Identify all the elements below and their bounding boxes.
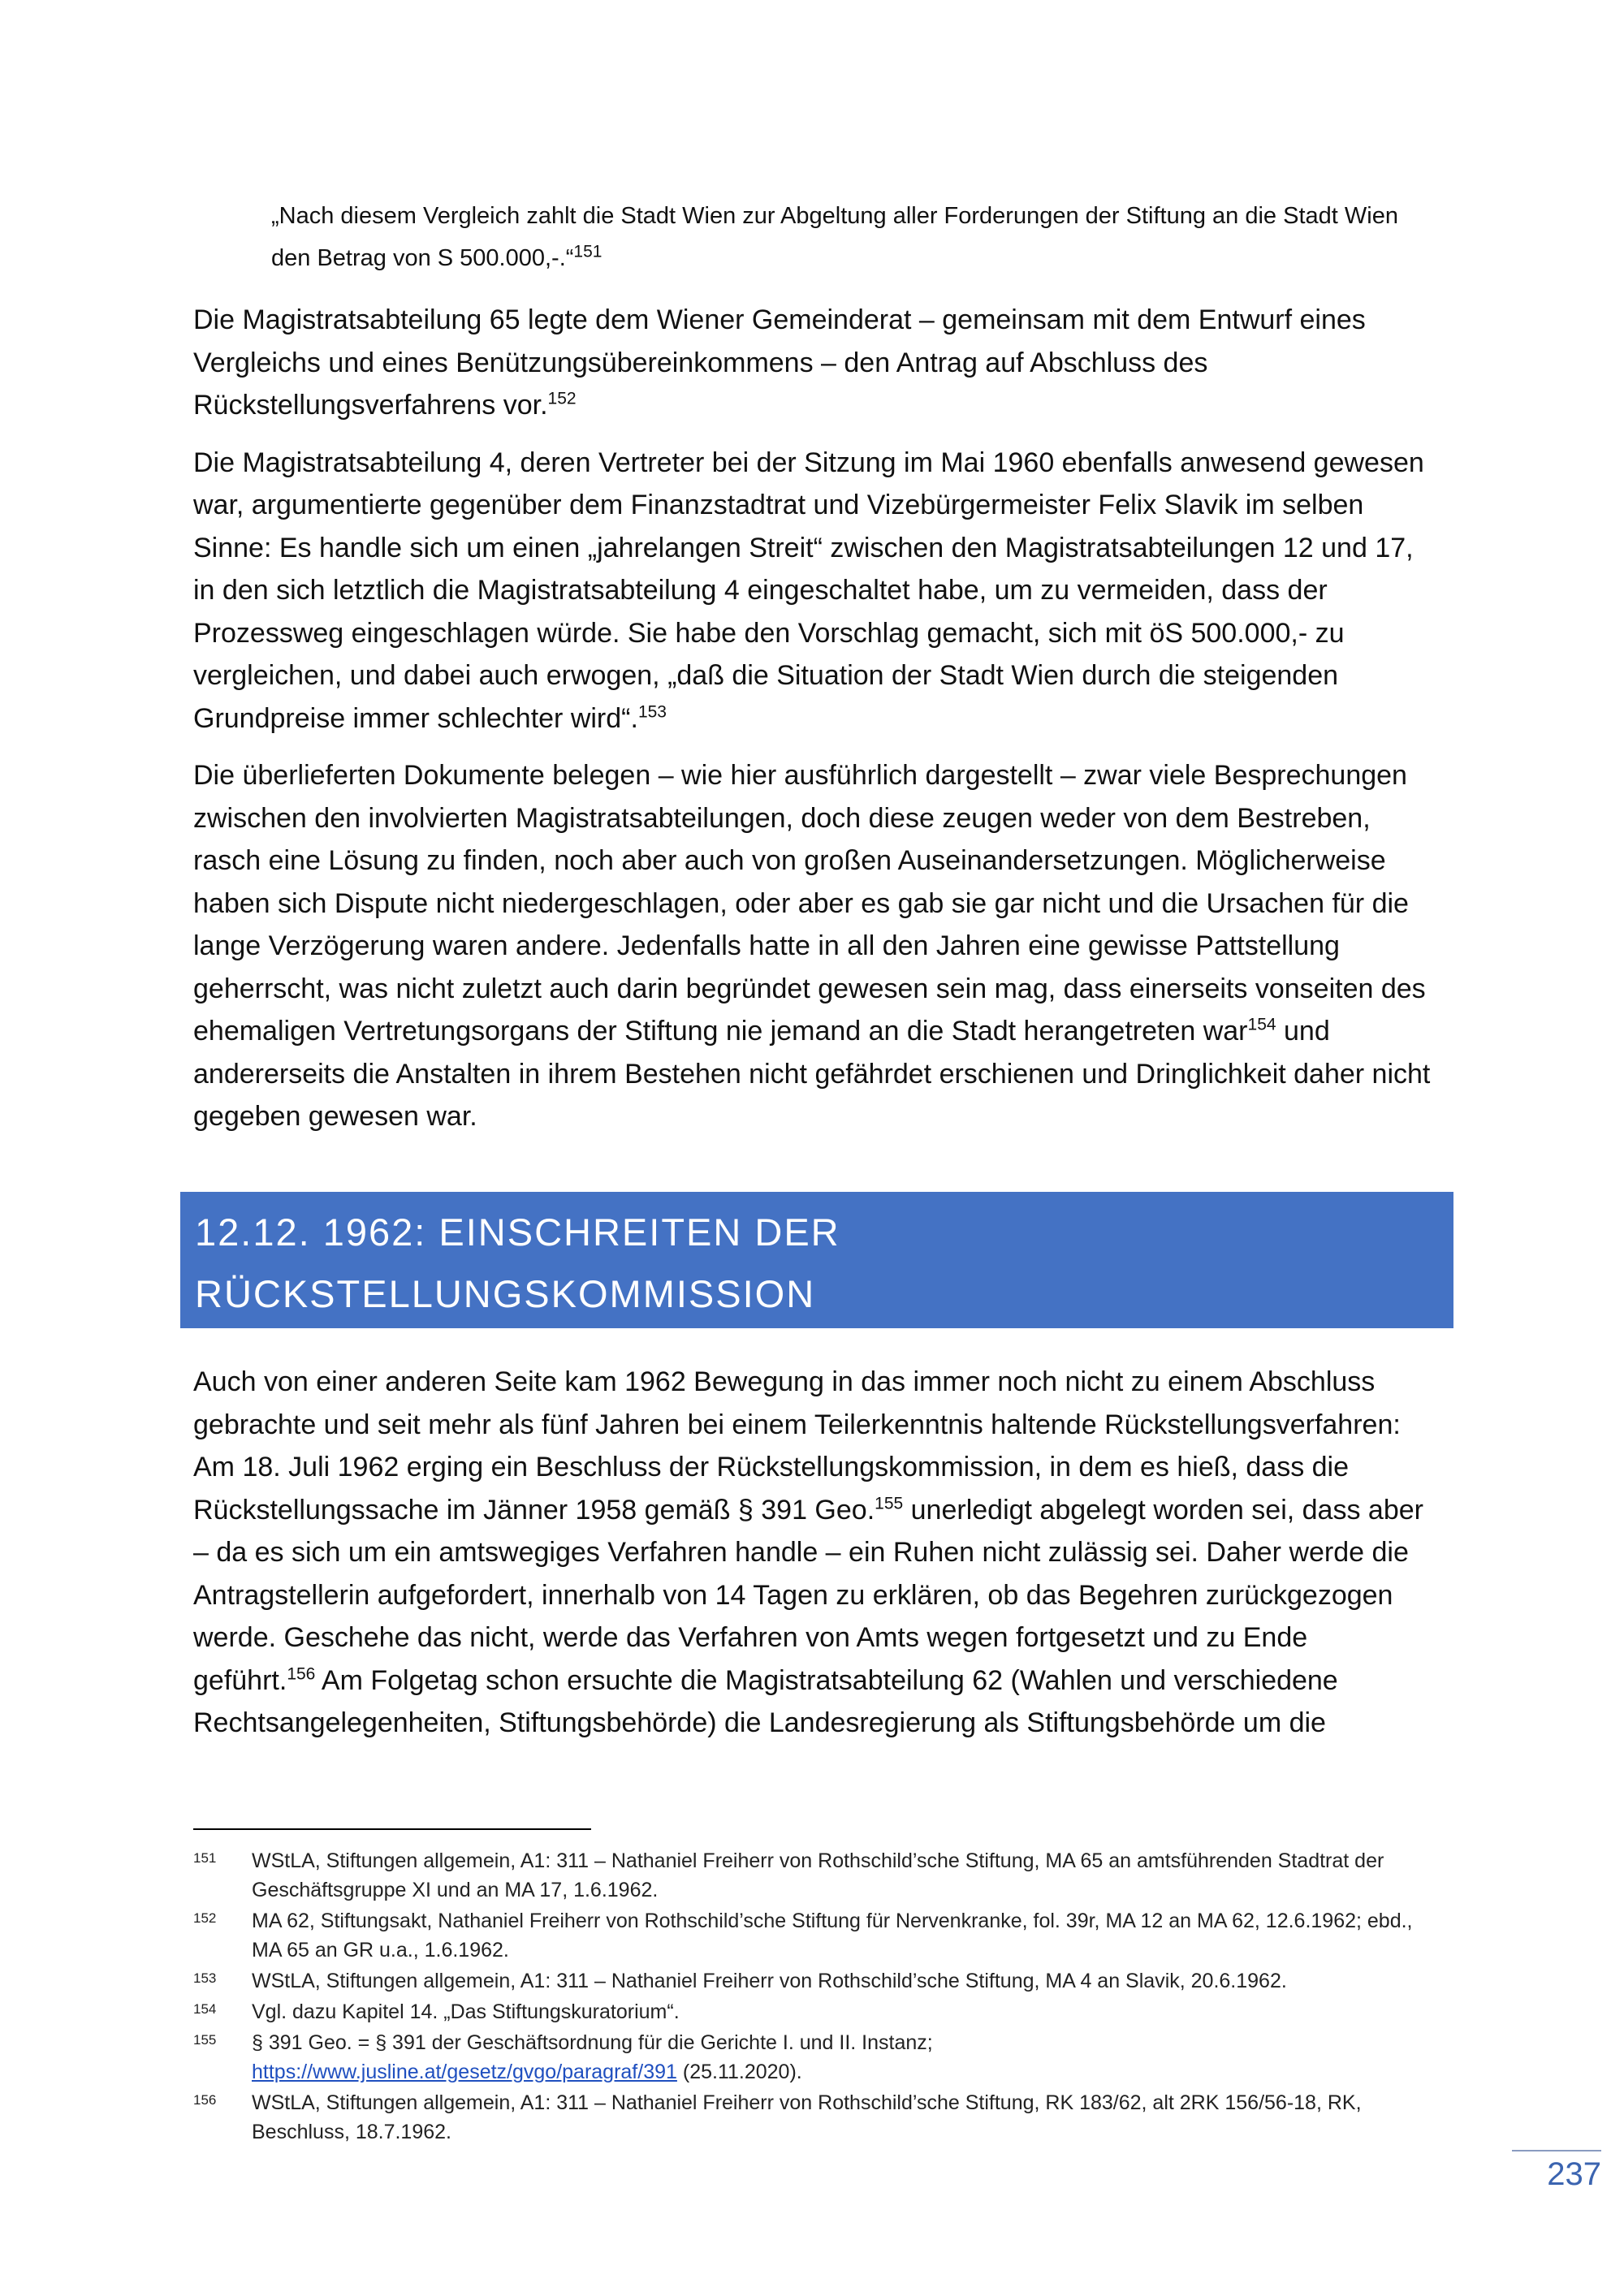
- page-number: 237: [1547, 2156, 1601, 2192]
- footnote-number: 156: [193, 2092, 217, 2108]
- footnote-152: [193, 1906, 1436, 1965]
- footnote-ref-151[interactable]: 151: [573, 242, 603, 261]
- footnote-number: 153: [193, 1970, 217, 1986]
- footnote-text: WStLA, Stiftungen allgemein, A1: 311 – Nathaniel Freiherr von Rothschild’sche Stiftung, MA 4 an Slavik, 20.6.1962.: [252, 1970, 1287, 1992]
- footnotes: [193, 1846, 1436, 2148]
- footnote-153: [193, 1966, 1436, 1996]
- footnote-text: MA 62, Stiftungsakt, Nathaniel Freiherr von Rothschild’sche Stiftung für Nervenkranke, fol. 39r, MA 12 an MA 62, 12.6.1962; ebd., MA 65 an GR u.a., 1.6.1962.: [252, 1910, 1413, 1962]
- footnote-154: [193, 1997, 1436, 2026]
- footnote-156: [193, 2088, 1436, 2147]
- footnote-text: WStLA, Stiftungen allgemein, A1: 311 – Nathaniel Freiherr von Rothschild’sche Stiftung, MA 65 an amtsführenden Stadtrat der Geschäftsgruppe XI und an MA 17, 1.6.1962.: [252, 1849, 1384, 1901]
- upper-body-text: [193, 299, 1436, 1153]
- footnote-ref-154[interactable]: 154: [1247, 1015, 1276, 1034]
- paragraph-rueckstellungskommission: Auch von einer anderen Seite kam 1962 Bewegung in das immer noch nicht zu einem Abschluss gebrachte und seit mehr als fünf Jahren bei einem Teilerkenntnis haltende Rückstellungsverfahren: Am 18. Juli 1962 erging ein Beschluss der Rückstellungskommission, in dem es hieß, dass die Rückstellungssache im Jänner 1958 gemäß § 391 Geo.$^{155}$ unerledigt abgelegt worden sei, dass aber – da es sich um ein amtswegiges Verfahren handle – ein Ruhen nicht zulässig sei. Daher werde die Antragstellerin aufgefordert, innerhalb von 14 Tagen zu erklären, ob das Begehren zurückgezogen werde. Geschehe das nicht, werde das Verfahren von Amts wegen fortgesetzt und zu Ende geführt.$^{156}$ Am Folgetag schon ersuchte die Magistratsabteilung 62 (Wahlen und verschiedene Rechtsangelegenheiten, Stiftungsbehörde) die Landesregierung als Stiftungsbehörde um die: [193, 1366, 1423, 1738]
- footnote-text: WStLA, Stiftungen allgemein, A1: 311 – Nathaniel Freiherr von Rothschild’sche Stiftung, RK 183/62, alt 2RK 156/56-18, RK, Beschluss, 18.7.1962.: [252, 2091, 1362, 2143]
- footnote-number: 155: [193, 2032, 217, 2048]
- section-heading: [180, 1192, 1453, 1377]
- footnote-ref-152[interactable]: 152: [547, 389, 577, 408]
- footnote-ref-153[interactable]: 153: [637, 702, 667, 722]
- footnote-151: [193, 1846, 1436, 1905]
- footnote-ref-155[interactable]: 155: [875, 1494, 904, 1513]
- footnote-155: 155 § 391 Geo. = § 391 der Geschäftsordnung für die Gerichte I. und II. Instanz; https://www.jusline.at/gesetz/gvgo/paragraf/391 (25.11.2020).: [193, 2028, 1436, 2087]
- section-heading-line-2: UND ABSCHLUSS DES VERGLEICHS: [195, 1334, 909, 1377]
- footnote-text: § 391 Geo. = § 391 der Geschäftsordnung für die Gerichte I. und II. Instanz;: [252, 2031, 933, 2054]
- quote-text: „Nach diesem Vergleich zahlt die Stadt Wien zur Abgeltung aller Forderungen der Stiftung an die Stadt Wien den Betrag von S 500.000,-.“: [271, 203, 1398, 271]
- block-quote: [271, 195, 1424, 279]
- section-heading-line-1: 12.12. 1962: EINSCHREITEN DER RÜCKSTELLUNGSKOMMISSION: [195, 1211, 840, 1315]
- paragraph-ma4: Die Magistratsabteilung 4, deren Vertreter bei der Sitzung im Mai 1960 ebenfalls anwesend gewesen war, argumentierte gegenüber dem Finanzstadtrat und Vizebürgermeister Felix Slavik im selben Sinne: Es handle sich um einen „jahrelangen Streit“ zwischen den Magistratsabteilungen 12 und 17, in den sich letztlich die Magistratsabteilung 4 eingeschaltet habe, um zu vermeiden, dass der Prozessweg eingeschlagen würde. Sie habe den Vorschlag gemacht, sich mit öS 500.000,- zu vergleichen, und dabei auch erwogen, „daß die Situation der Stadt Wien durch die steigenden Grundpreise immer schlechter wird“.$^{153}$: [193, 447, 1424, 734]
- footnote-number: 152: [193, 1910, 217, 1926]
- paragraph-dokumente: Die überlieferten Dokumente belegen – wie hier ausführlich dargestellt – zwar viele Besprechungen zwischen den involvierten Magistratsabteilungen, doch diese zeugen weder von dem Bestreben, rasch eine Lösung zu finden, noch aber auch von großen Auseinandersetzungen. Möglicherweise haben sich Dispute nicht niedergeschlagen, oder aber es gab sie gar nicht und die Ursachen für die lange Verzögerung waren andere. Jedenfalls hatte in all den Jahren eine gewisse Pattstellung geherrscht, was nicht zuletzt auch darin begründet gewesen sein mag, dass einerseits vonseiten des ehemaligen Vertretungsorgans der Stiftung nie jemand an die Stadt herangetreten war$^{154}$ und andererseits die Anstalten in ihrem Bestehen nicht gefährdet erschienen und Dringlichkeit daher nicht gegeben gewesen war.: [193, 760, 1431, 1132]
- lower-body-text: [193, 1361, 1436, 1759]
- footnote-number: 151: [193, 1850, 217, 1866]
- footnote-separator: [193, 1828, 591, 1830]
- paragraph-ma65: Die Magistratsabteilung 65 legte dem Wiener Gemeinderat – gemeinsam mit dem Entwurf eines Vergleichs und eines Benützungsübereinkommens – den Antrag auf Abschluss des Rückstellungsverfahrens vor.$^{152}$: [193, 304, 1366, 421]
- jusline-link[interactable]: https://www.jusline.at/gesetz/gvgo/paragraf/391: [252, 2061, 677, 2083]
- footnote-ref-156[interactable]: 156: [287, 1664, 316, 1684]
- footnote-number: 154: [193, 2001, 217, 2017]
- page-number-rule: [1512, 2150, 1601, 2151]
- footnote-text: Vgl. dazu Kapitel 14. „Das Stiftungskuratorium“.: [252, 2000, 680, 2023]
